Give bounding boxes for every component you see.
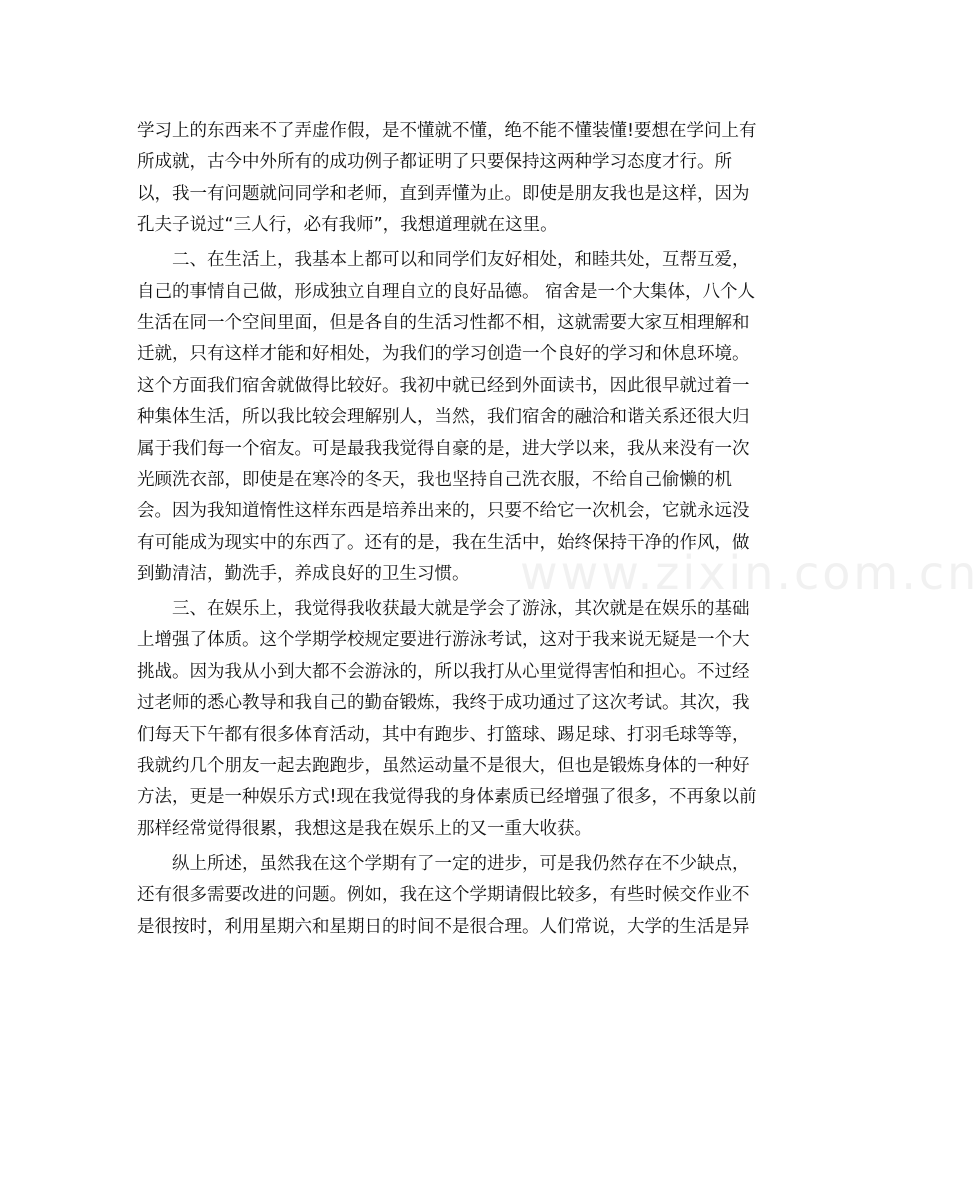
body-text xyxy=(137,116,777,943)
text-line: 我就约几个朋友一起去跑跑步，虽然运动量不是很大，但也是锻炼身体的一种好 xyxy=(137,756,750,776)
text-line: 是很按时，利用星期六和星期日的时间不是很合理。人们常说，大学的生活是异 xyxy=(137,916,750,937)
text-line: 三、在娱乐上，我觉得我收获最大就是学会了游泳，其次就是在娱乐的基础 xyxy=(137,599,750,620)
text-line: 二、在生活上，我基本上都可以和同学们友好相处，和睦共处，互帮互爱， xyxy=(137,250,750,271)
text-line: 那样经常觉得很累，我想这是我在娱乐上的又一重大收获。 xyxy=(137,818,592,839)
text-line: 自己的事情自己做，形成独立自理自立的良好品德。 宿舍是一个大集体，八个人 xyxy=(137,281,756,302)
text-line: 种集体生活，所以我比较会理解别人，当然，我们宿舍的融洽和谐关系还很大归 xyxy=(137,407,750,428)
text-line: 迁就，只有这样才能和好相处，为我们的学习创造一个良好的学习和休息环境。 xyxy=(137,344,750,365)
text-line: 方法，更是一种娱乐方式!现在我觉得我的身体素质已经增强了很多，不再象以前 xyxy=(137,787,757,808)
text-line: 过老师的悉心教导和我自己的勤奋锻炼，我终于成功通过了这次考试。其次，我 xyxy=(137,693,750,714)
text-line: 到勤清洁，勤洗手，养成良好的卫生习惯。 xyxy=(137,564,470,585)
text-line: 还有很多需要改进的问题。例如，我在这个学期请假比较多，有些时候交作业不 xyxy=(137,885,750,906)
text-line: 上增强了体质。这个学期学校规定要进行游泳考试，这对于我来说无疑是一个大 xyxy=(137,630,750,651)
text-line: 生活在同一个空间里面，但是各自的生活习性都不相，这就需要大家互相理解和 xyxy=(137,312,750,333)
watermark: www.zixin.com.cn xyxy=(520,546,979,600)
text-line: 所成就，古今中外所有的成功例子都证明了只要保持这两种学习态度才行。所 xyxy=(137,152,732,173)
text-line: 这个方面我们宿舍就做得比较好。我初中就已经到外面读书，因此很早就过着一 xyxy=(137,375,750,396)
text-line: 学习上的东西来不了弄虚作假，是不懂就不懂，绝不能不懂装懂!要想在学问上有 xyxy=(137,121,757,141)
text-line: 以，我一有问题就问同学和老师，直到弄懂为止。即使是朋友我也是这样，因为 xyxy=(137,183,750,204)
text-line: 会。因为我知道惰性这样东西是培养出来的，只要不给它一次机会，它就永远没 xyxy=(137,501,750,522)
text-line: 挑战。因为我从小到大都不会游泳的，所以我打从心里觉得害怕和担心。不过经 xyxy=(137,661,750,682)
text-line: 属于我们每一个宿友。可是最我我觉得自豪的是，进大学以来，我从来没有一次 xyxy=(137,438,750,459)
text-line: 孔夫子说过“三人行，必有我师”，我想道理就在这里。 xyxy=(137,215,558,236)
text-line: 们每天下午都有很多体育活动，其中有跑步、打篮球、踢足球、打羽毛球等等， xyxy=(137,724,750,745)
text-line: 光顾洗衣部，即使是在寒冷的冬天，我也坚持自己洗衣服，不给自己偷懒的机 xyxy=(137,469,732,490)
text-line: 纵上所述，虽然我在这个学期有了一定的进步，可是我仍然存在不少缺点， xyxy=(137,853,750,874)
text-line: 有可能成为现实中的东西了。还有的是，我在生活中，始终保持干净的作风，做 xyxy=(137,532,750,553)
